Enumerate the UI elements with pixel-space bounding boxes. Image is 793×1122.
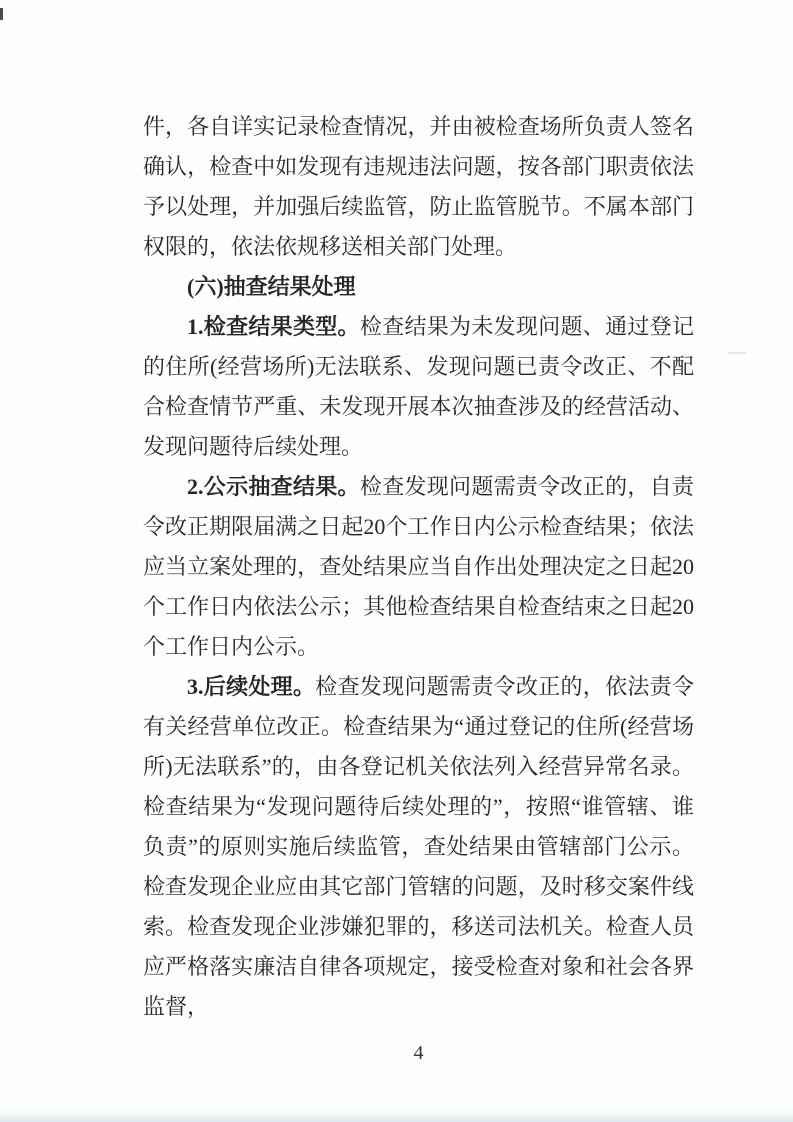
item-3-body: 检查发现问题需责令改正的，依法责令有关经营单位改正。检查结果为“通过登记的住所(经营场所)无法联系”的，由各登记机关依法列入经营异常名录。检查结果为“发现问题待后续处理的”，按照“谁管辖、谁负责”的原则实施后续监管，查处结果由管辖部门公示。检查发现企业应由其它部门管辖的问题，及时移交案件线索。检查发现企业涉嫌犯罪的，移送司法机关。检查人员应严格落实廉洁自律各项规定，接受检查对象和社会各界监督， [143,674,694,1019]
scan-artifact-top-left [0,8,3,20]
item-1-lead: 1.检查结果类型。 [187,314,360,339]
page-content [143,107,694,1027]
item-paragraph-1 [143,307,694,467]
continuation-paragraph: 件，各自详实记录检查情况，并由被检查场所负责人签名确认，检查中如发现有违规违法问题，按各部门职责依法予以处理，并加强后续监管，防止监管脱节。不属本部门权限的，依法依规移送相关部门处理。 [143,114,694,259]
item-paragraph-2 [143,467,694,667]
scan-edge-bottom [0,1108,793,1122]
item-2-lead: 2.公示抽查结果。 [187,474,360,499]
item-3-lead: 3.后续处理。 [187,674,316,699]
section-heading: (六)抽查结果处理 [187,274,356,299]
item-paragraph-3 [143,667,694,1027]
item-1-body: 检查结果为未发现问题、通过登记的住所(经营场所)无法联系、发现问题已责令改正、不配合检查情节严重、未发现开展本次抽查涉及的经营活动、发现问题待后续处理。 [143,314,694,459]
item-2-body: 检查发现问题需责令改正的，自责令改正期限届满之日起20个工作日内公示检查结果；依法应当立案处理的，查处结果应当自作出处理决定之日起20个工作日内依法公示；其他检查结果自检查结束之日起20个工作日内公示。 [143,474,694,659]
scan-artifact-teal-dash [728,352,746,354]
page-number: 4 [413,1042,424,1064]
